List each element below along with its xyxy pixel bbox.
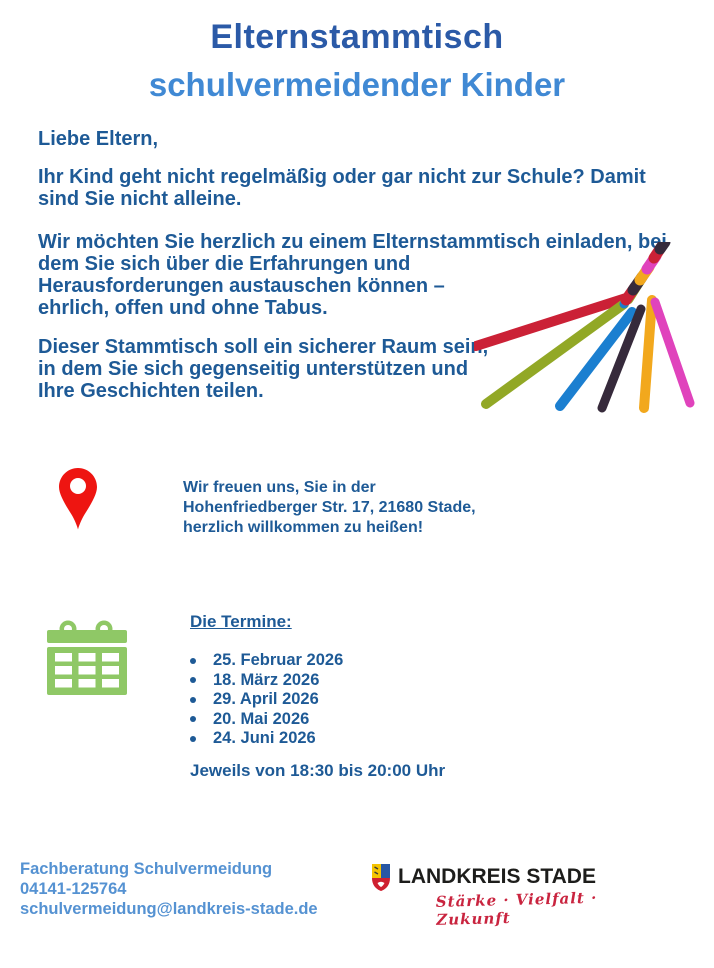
landkreis-stade-logo [370, 860, 660, 929]
map-pin-icon [58, 467, 98, 539]
paragraph-line: Ihre Geschichten teilen. [38, 380, 264, 402]
paragraph-line: in dem Sie sich gegenseitig unterstützen und [38, 358, 469, 380]
bullet-dot-icon [190, 677, 196, 683]
list-item [190, 651, 343, 671]
greeting-text: Liebe Eltern, [38, 128, 159, 150]
intro-paragraph-1 [38, 166, 646, 210]
location-line: Hohenfriedberger Str. 17, 21680 Stade, [183, 499, 476, 516]
contact-email: schulvermeidung@landkreis-stade.de [20, 900, 318, 918]
intro-paragraph-3 [38, 336, 488, 402]
date-text: 29. April 2026 [213, 690, 319, 709]
paragraph-line: Dieser Stammtisch soll ein sicherer Raum sein, [38, 336, 489, 358]
location-line: herzlich willkommen zu heißen! [183, 519, 424, 536]
date-text: 18. März 2026 [213, 670, 320, 689]
date-text: 25. Februar 2026 [213, 651, 344, 670]
paragraph-line: ehrlich, offen und ohne Tabus. [38, 297, 328, 319]
date-text: 20. Mai 2026 [213, 709, 310, 728]
date-text: 24. Juni 2026 [213, 729, 316, 748]
list-item [190, 710, 343, 730]
calendar-icon [47, 619, 127, 695]
time-note: Jeweils von 18:30 bis 20:00 Uhr [190, 761, 446, 780]
contact-org: Fachberatung Schulvermeidung [20, 860, 273, 878]
braided-ribbons-illustration [474, 242, 714, 415]
list-item [190, 729, 343, 749]
coat-of-arms-icon [371, 863, 391, 892]
paragraph-line: Wir möchten Sie herzlich zu einem Elternstammtisch einladen, bei [38, 231, 667, 253]
bullet-dot-icon [190, 697, 196, 703]
logo-name: LANDKREIS STADE [398, 865, 596, 888]
logo-tagline: Stärke · Vielfalt · Zukunft [435, 888, 598, 929]
page-title: Elternstammtisch [210, 18, 504, 56]
bullet-dot-icon [190, 658, 196, 664]
termine-heading: Die Termine: [190, 612, 292, 631]
bullet-dot-icon [190, 716, 196, 722]
list-item [190, 671, 343, 691]
dates-list [190, 651, 343, 749]
paragraph-line: Herausforderungen austauschen können – [38, 275, 445, 297]
paragraph-line: sind Sie nicht alleine. [38, 188, 242, 210]
location-text [183, 478, 476, 538]
list-item [190, 690, 343, 710]
footer-contact [20, 859, 318, 919]
page-subtitle: schulvermeidender Kinder [148, 66, 566, 103]
bullet-dot-icon [190, 736, 196, 742]
paragraph-line: dem Sie sich über die Erfahrungen und [38, 253, 411, 275]
contact-phone: 04141-125764 [20, 880, 127, 898]
location-line: Wir freuen uns, Sie in der [183, 479, 376, 496]
paragraph-line: Ihr Kind geht nicht regelmäßig oder gar nicht zur Schule? Damit [38, 166, 646, 188]
